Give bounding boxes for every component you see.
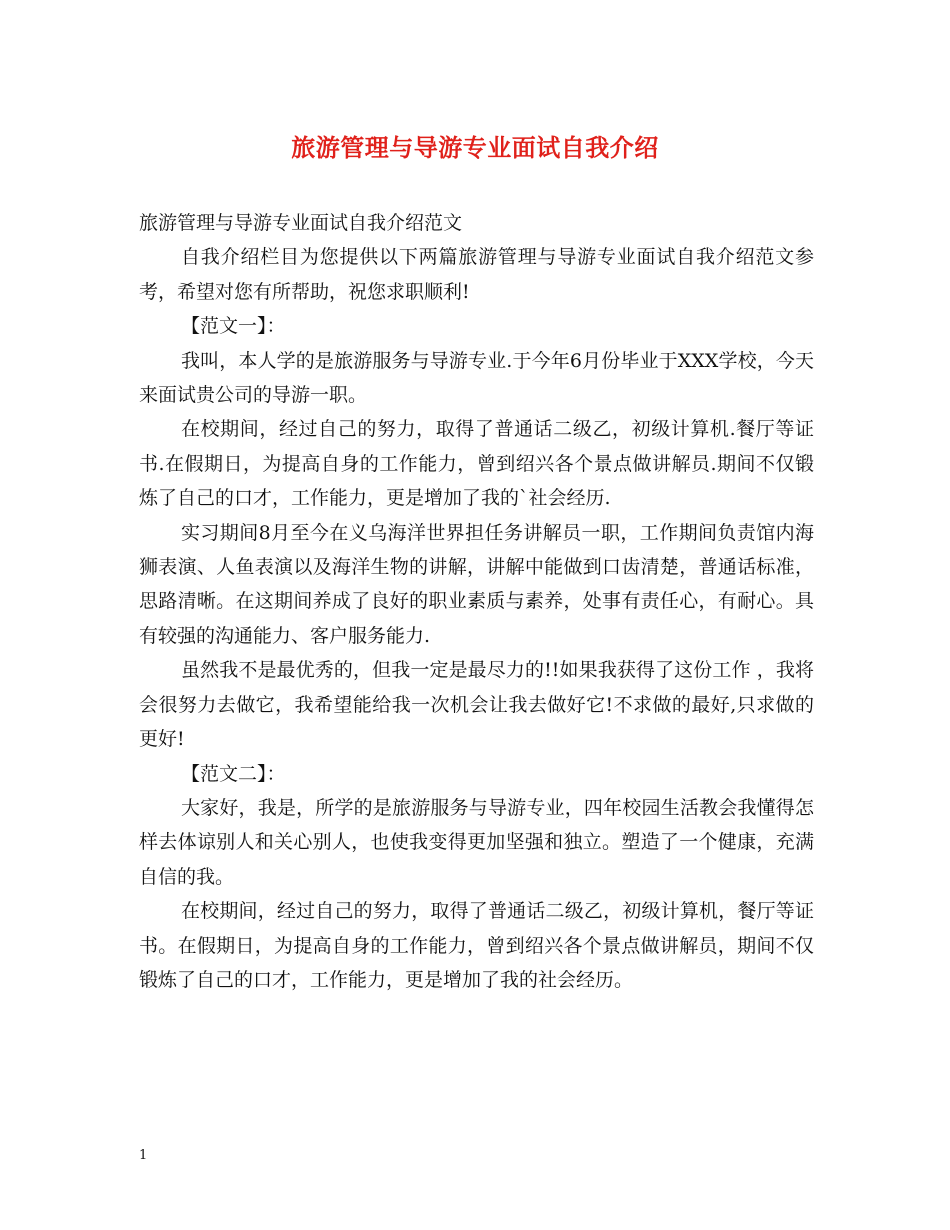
paragraph-intro: 自我介绍栏目为您提供以下两篇旅游管理与导游专业面试自我介绍范文参考，希望对您有所帮助，祝您求职顺利! <box>139 246 814 303</box>
page-number: 1 <box>139 1148 148 1163</box>
paragraph: 在校期间，经过自己的努力，取得了普通话二级乙，初级计算机.餐厅等证书.在假期日，为提高自身的工作能力，曾到绍兴各个景点做讲解员.期间不仅锻炼了自己的口才，工作能力，更是增加了我的`社会经历. <box>139 418 814 510</box>
paragraph: 实习期间8月至今在义乌海洋世界担任务讲解员一职，工作期间负责馆内海狮表演、人鱼表演以及海洋生物的讲解，讲解中能做到口齿清楚，普通话标准，思路清晰。在这期间养成了良好的职业素质与素养，处事有责任心，有耐心。具有较强的沟通能力、客户服务能力. <box>139 521 814 647</box>
paragraph-subtitle: 旅游管理与导游专业面试自我介绍范文 <box>139 212 463 234</box>
page-title: 旅游管理与导游专业面试自我介绍 <box>291 133 659 162</box>
document-body <box>139 206 814 997</box>
paragraph: 虽然我不是最优秀的，但我一定是最尽力的!!如果我获得了这份工作 ，我将会很努力去做它，我希望能给我一次机会让我去做好它!不求做的最好,只求做的更好! <box>139 659 814 751</box>
paragraph: 我叫，本人学的是旅游服务与导游专业.于今年6月份毕业于XXX学校，今天来面试贵公司的导游一职。 <box>139 349 814 407</box>
paragraph: 在校期间，经过自己的努力，取得了普通话二级乙，初级计算机，餐厅等证书。在假期日，为提高自身的工作能力，曾到绍兴各个景点做讲解员，期间不仅锻炼了自己的口才，工作能力，更是增加了我的社会经历。 <box>139 900 814 991</box>
paragraph: 大家好，我是，所学的是旅游服务与导游专业，四年校园生活教会我懂得怎样去体谅别人和关心别人，也使我变得更加坚强和独立。塑造了一个健康，充满自信的我。 <box>139 796 814 888</box>
section-heading-sample-one: 【范文一】： <box>181 315 286 338</box>
section-heading-sample-two: 【范文二】： <box>181 762 286 785</box>
